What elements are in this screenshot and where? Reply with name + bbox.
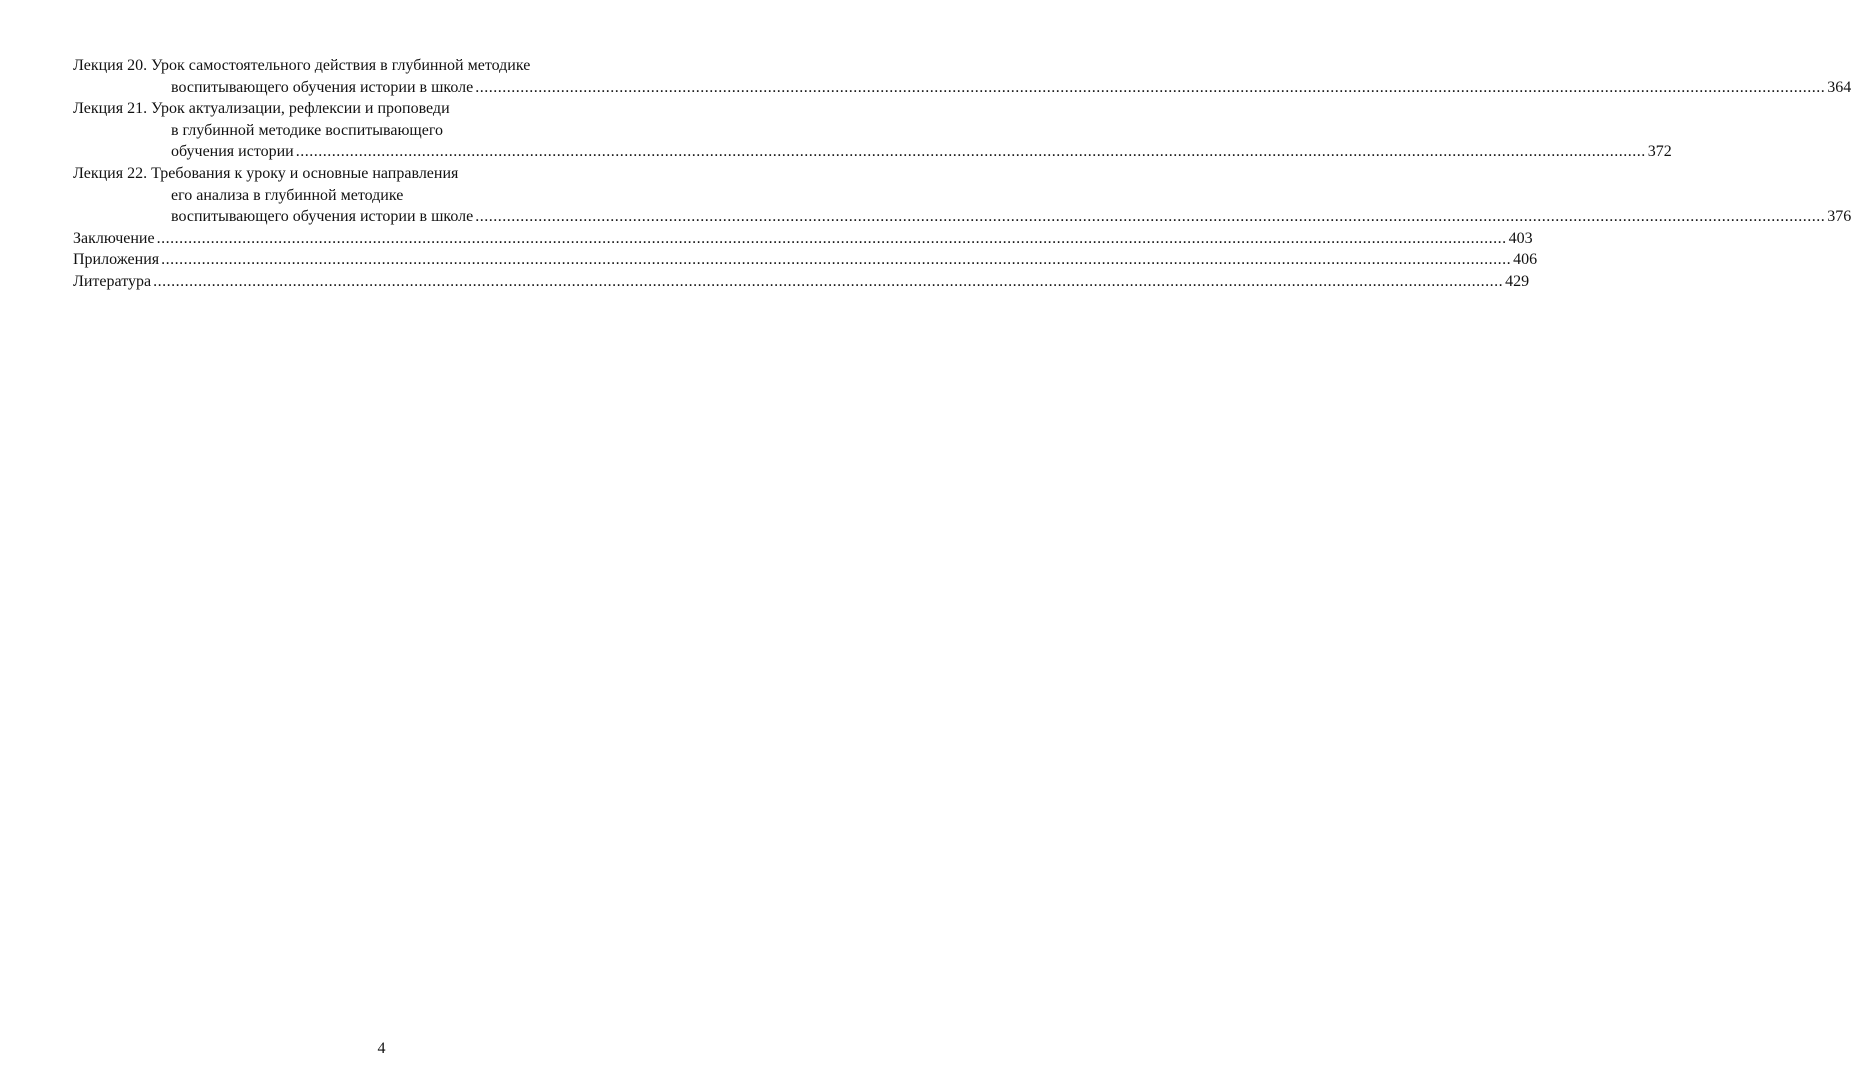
toc-line <box>73 271 1530 293</box>
toc-entry-title: Лекция 22. Требования к уроку и основные направления <box>73 164 459 182</box>
toc-entry-title: обучения истории <box>171 143 294 161</box>
dot-leader: ............................................................................................................................................................................................................................................................................................................ <box>475 78 1826 96</box>
dot-leader: ............................................................................................................................................................................................................................................................................................................ <box>475 208 1826 226</box>
page-number: 4 <box>377 1040 386 1057</box>
toc-line <box>73 206 1851 228</box>
toc-line <box>73 77 1851 99</box>
toc-entry-title: Приложения <box>73 251 160 269</box>
toc-line <box>73 141 1672 163</box>
toc-page-number: 364 <box>1827 78 1851 96</box>
table-of-contents <box>73 55 1851 293</box>
toc-entry-title: Литература <box>73 272 152 290</box>
toc-line <box>73 228 1533 250</box>
dot-leader: ............................................................................................................................................................................................................................................................................................................ <box>156 229 1507 247</box>
toc-entry-title: воспитывающего обучения истории в школе <box>171 78 474 96</box>
toc-page-number: 406 <box>1513 251 1538 269</box>
toc-entry-title: Лекция 21. Урок актуализации, рефлексии и проповеди <box>73 100 450 118</box>
toc-page-number: 372 <box>1647 143 1672 161</box>
toc-entry-title: в глубинной методике воспитывающего <box>171 121 443 139</box>
dot-leader: ............................................................................................................................................................................................................................................................................................................ <box>295 143 1646 161</box>
toc-line <box>73 185 690 207</box>
toc-entry-title: воспитывающего обучения истории в школе <box>171 208 474 226</box>
toc-line <box>73 120 690 142</box>
toc-page-number: 376 <box>1827 208 1851 226</box>
toc-line <box>73 249 1538 271</box>
toc-page-number: 429 <box>1505 272 1530 290</box>
toc-line <box>73 55 690 77</box>
dot-leader: ............................................................................................................................................................................................................................................................................................................ <box>161 251 1512 269</box>
dot-leader: ............................................................................................................................................................................................................................................................................................................ <box>153 272 1504 290</box>
toc-entry-title: его анализа в глубинной методике <box>171 186 404 204</box>
toc-entry-title: Лекция 20. Урок самостоятельного действия в глубинной методике <box>73 57 531 74</box>
toc-line <box>73 163 690 185</box>
toc-entry-title: Заключение <box>73 229 155 247</box>
toc-line <box>73 98 690 120</box>
toc-page-number: 403 <box>1508 229 1533 247</box>
